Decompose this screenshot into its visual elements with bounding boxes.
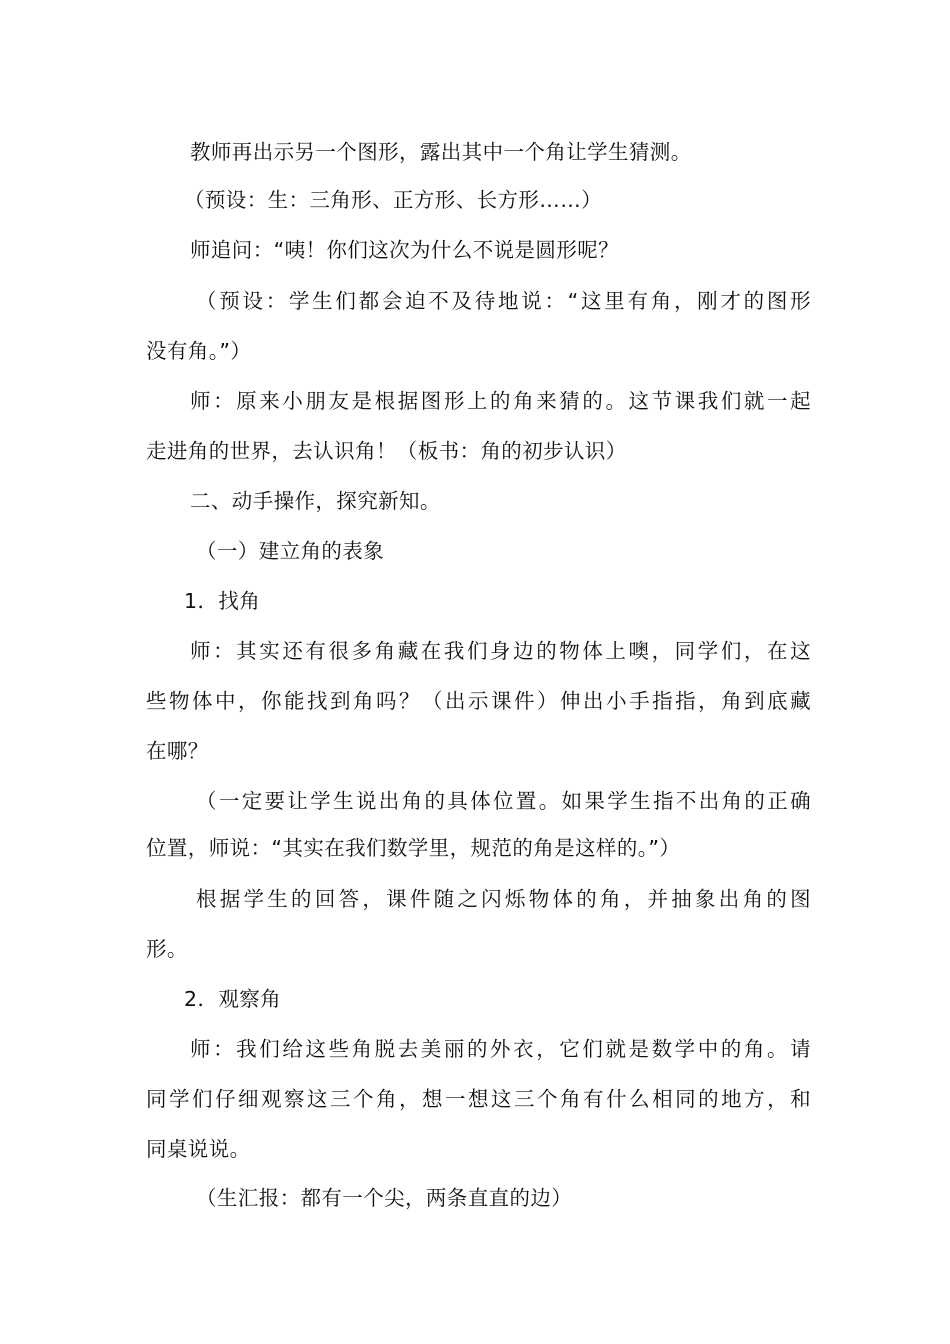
subsection-heading: 1．找角	[184, 589, 261, 613]
section-heading: 二、动手操作，探究新知。	[190, 489, 441, 513]
paragraph-line: 形。	[146, 937, 188, 961]
paragraph-line: 同学们仔细观察这三个角，想一想这三个角有什么相同的地方，和	[146, 1087, 811, 1111]
paragraph-line: 师：其实还有很多角藏在我们身边的物体上噢，同学们，在这	[190, 639, 811, 663]
paragraph-line: （预设：生：三角形、正方形、长方形……）	[184, 188, 602, 212]
paragraph-line: 在哪？	[146, 739, 209, 763]
paragraph-line: 师：我们给这些角脱去美丽的外衣，它们就是数学中的角。请	[190, 1037, 811, 1061]
paragraph-line: 同桌说说。	[146, 1137, 251, 1161]
paragraph-line: 师追问：“咦！你们这次为什么不说是圆形呢？	[190, 238, 620, 262]
subsection-heading: 2．观察角	[184, 987, 282, 1011]
paragraph-line: 位置，师说：“其实在我们数学里，规范的角是这样的。”）	[146, 836, 681, 860]
paragraph-line: 师：原来小朋友是根据图形上的角来猜的。这节课我们就一起	[190, 389, 811, 413]
paragraph-line: （生汇报：都有一个尖，两条直直的边）	[196, 1186, 573, 1210]
paragraph-line: 些物体中，你能找到角吗？（出示课件）伸出小手指指，角到底藏	[146, 689, 811, 713]
paragraph-line: 没有角。”）	[146, 339, 252, 363]
paragraph-line: 走进角的世界，去认识角！（板书：角的初步认识）	[146, 439, 627, 463]
paragraph-line: 根据学生的回答，课件随之闪烁物体的角，并抽象出角的图	[196, 887, 811, 911]
subsection-heading: （一）建立角的表象	[196, 539, 385, 563]
paragraph-line: 教师再出示另一个图形，露出其中一个角让学生猜测。	[190, 140, 692, 164]
paragraph-line: （一定要让学生说出角的具体位置。如果学生指不出角的正确	[196, 789, 811, 813]
paragraph-line: （预设：学生们都会迫不及待地说：“这里有角，刚才的图形	[196, 289, 811, 313]
